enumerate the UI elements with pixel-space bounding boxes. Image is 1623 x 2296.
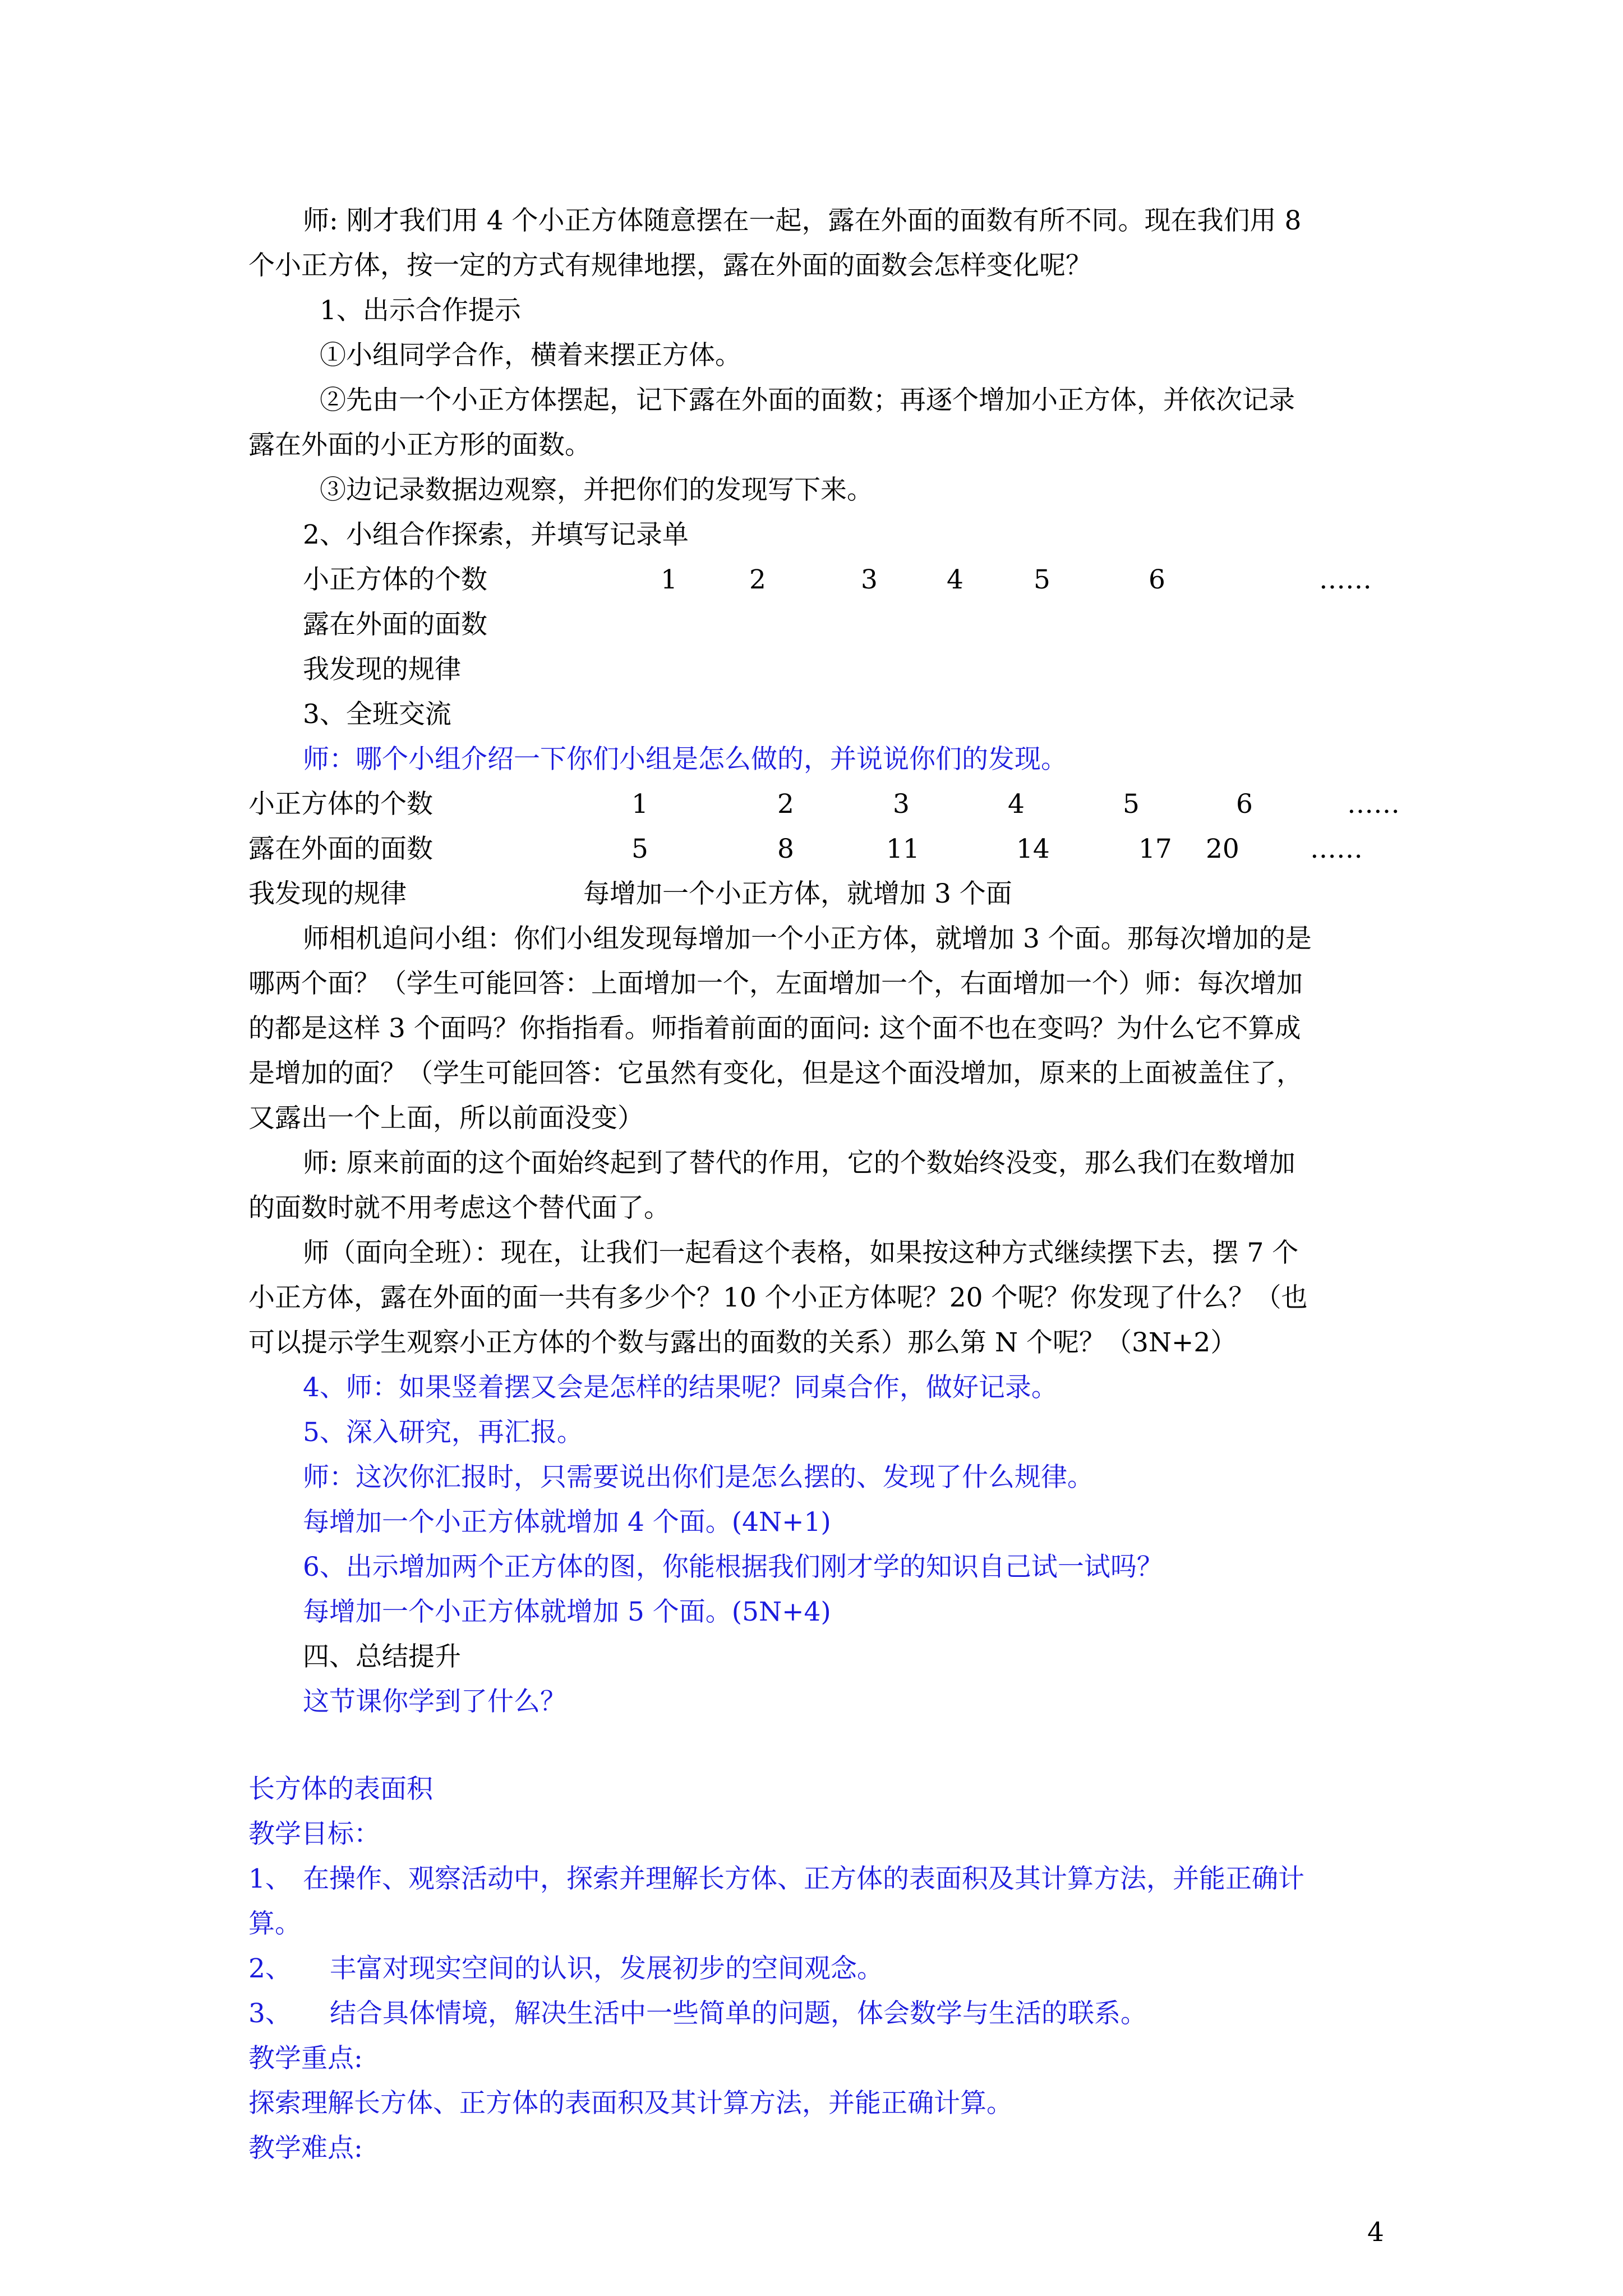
teacher-question: 师：哪个小组介绍一下你们小组是怎么做的，并说说你们的发现。	[303, 744, 1067, 775]
goals-label: 教学目标：	[248, 1819, 380, 1849]
blue-line: 每增加一个小正方体就增加 5 个面。(5N+4)	[303, 1596, 831, 1627]
table-cell: 20	[1206, 834, 1239, 864]
paragraph-line: 师相机追问小组：你们小组发现每增加一个小正方体，就增加 3 个面。那每次增加的是	[303, 923, 1312, 954]
paragraph-line: 2、小组合作探索，并填写记录单	[303, 519, 689, 550]
paragraph-line: 的都是这样 3 个面吗？你指指看。师指着前面的面问: 这个面不也在变吗？为什么它不算成	[248, 1013, 1301, 1044]
table-cell: 6	[1236, 789, 1253, 820]
table-cell: 3	[893, 789, 910, 820]
paragraph-line: 又露出一个上面，所以前面没变）	[248, 1103, 644, 1134]
table-row-label: 小正方体的个数	[303, 564, 487, 595]
goal-number: 1、	[248, 1864, 292, 1894]
paragraph-line: 师（面向全班）：现在，让我们一起看这个表格，如果按这种方式继续摆下去，摆 7 个	[303, 1237, 1299, 1268]
summary-question: 这节课你学到了什么？	[303, 1686, 566, 1717]
blue-line: 4、师：如果竖着摆又会是怎样的结果呢？同桌合作，做好记录。	[303, 1372, 1058, 1403]
table-cell: 每增加一个小正方体，就增加 3 个面	[583, 878, 1012, 909]
difficulty-label: 教学难点:	[248, 2133, 363, 2164]
paragraph-line: ③边记录数据边观察，并把你们的发现写下来。	[320, 475, 873, 505]
table-cell: 1	[631, 789, 648, 820]
paragraph-line: 个小正方体，按一定的方式有规律地摆，露在外面的面数会怎样变化呢？	[248, 250, 1092, 281]
paragraph-line: 可以提示学生观察小正方体的个数与露出的面数的关系）那么第 N 个呢？（3N+2）	[248, 1327, 1237, 1358]
paragraph-line: ②先由一个小正方体摆起，记下露在外面的面数；再逐个增加小正方体，并依次记录	[320, 385, 1295, 416]
blue-line: 5、深入研究，再汇报。	[303, 1417, 583, 1448]
lesson-title: 长方体的表面积	[248, 1774, 433, 1805]
paragraph-line: 师: 刚才我们用 4 个小正方体随意摆在一起，露在外面的面数有所不同。现在我们用 8	[303, 205, 1302, 236]
goal-number: 2、	[248, 1953, 292, 1984]
goal-number: 3、	[248, 1998, 292, 2029]
table-cell: ……	[1310, 834, 1363, 864]
blue-line: 每增加一个小正方体就增加 4 个面。(4N+1)	[303, 1507, 831, 1538]
key-label: 教学重点:	[248, 2043, 363, 2074]
blue-line: 6、出示增加两个正方体的图，你能根据我们刚才学的知识自己试一试吗？	[303, 1552, 1163, 1582]
paragraph-line: 是增加的面？（学生可能回答：它虽然有变化，但是这个面没增加，原来的上面被盖住了，	[248, 1058, 1303, 1089]
table-cell: 3	[861, 564, 878, 595]
table-cell: 8	[777, 834, 794, 864]
goal-text: 结合具体情境，解决生活中一些简单的问题，体会数学与生活的联系。	[330, 1998, 1147, 2029]
paragraph-line: 小正方体，露在外面的面一共有多少个？10 个小正方体呢？20 个呢？你发现了什么？（也	[248, 1282, 1308, 1313]
table-row-label: 小正方体的个数	[248, 789, 433, 820]
table-cell: 4	[1008, 789, 1025, 820]
table-cell: 5	[1034, 564, 1050, 595]
paragraph-line: ①小组同学合作，横着来摆正方体。	[320, 340, 741, 371]
table-row-label: 我发现的规律	[303, 654, 461, 685]
goal-text: 丰富对现实空间的认识，发展初步的空间观念。	[330, 1953, 883, 1984]
table-row-label: 露在外面的面数	[248, 834, 433, 864]
table-row-label: 我发现的规律	[248, 878, 407, 909]
table-cell: 17	[1138, 834, 1172, 864]
table-cell: ……	[1347, 789, 1400, 820]
table-cell: 2	[777, 789, 794, 820]
table-cell: 2	[749, 564, 766, 595]
table-cell: 1	[661, 564, 677, 595]
table-cell: 5	[631, 834, 648, 864]
table-cell: 14	[1016, 834, 1050, 864]
blue-line: 师：这次你汇报时，只需要说出你们是怎么摆的、发现了什么规律。	[303, 1462, 1094, 1493]
page-number: 4	[1367, 2217, 1384, 2248]
paragraph-line: 哪两个面？（学生可能回答：上面增加一个，左面增加一个，右面增加一个）师：每次增加	[248, 968, 1303, 999]
table-row-label: 露在外面的面数	[303, 609, 487, 640]
table-cell: 5	[1123, 789, 1140, 820]
section-heading: 四、总结提升	[303, 1641, 461, 1672]
section-heading: 3、全班交流	[303, 699, 451, 730]
paragraph-line: 1、出示合作提示	[320, 295, 521, 326]
paragraph-line: 师: 原来前面的这个面始终起到了替代的作用，它的个数始终没变，那么我们在数增加	[303, 1148, 1295, 1179]
paragraph-line: 的面数时就不用考虑这个替代面了。	[248, 1193, 670, 1223]
paragraph-line: 露在外面的小正方形的面数。	[248, 430, 591, 461]
table-cell: ……	[1319, 564, 1372, 595]
table-cell: 6	[1149, 564, 1165, 595]
table-cell: 11	[886, 834, 920, 864]
key-text: 探索理解长方体、正方体的表面积及其计算方法，并能正确计算。	[248, 2088, 1013, 2119]
goal-text: 算。	[248, 1908, 301, 1939]
goal-text: 在操作、观察活动中，探索并理解长方体、正方体的表面积及其计算方法，并能正确计	[303, 1864, 1304, 1894]
table-cell: 4	[947, 564, 963, 595]
